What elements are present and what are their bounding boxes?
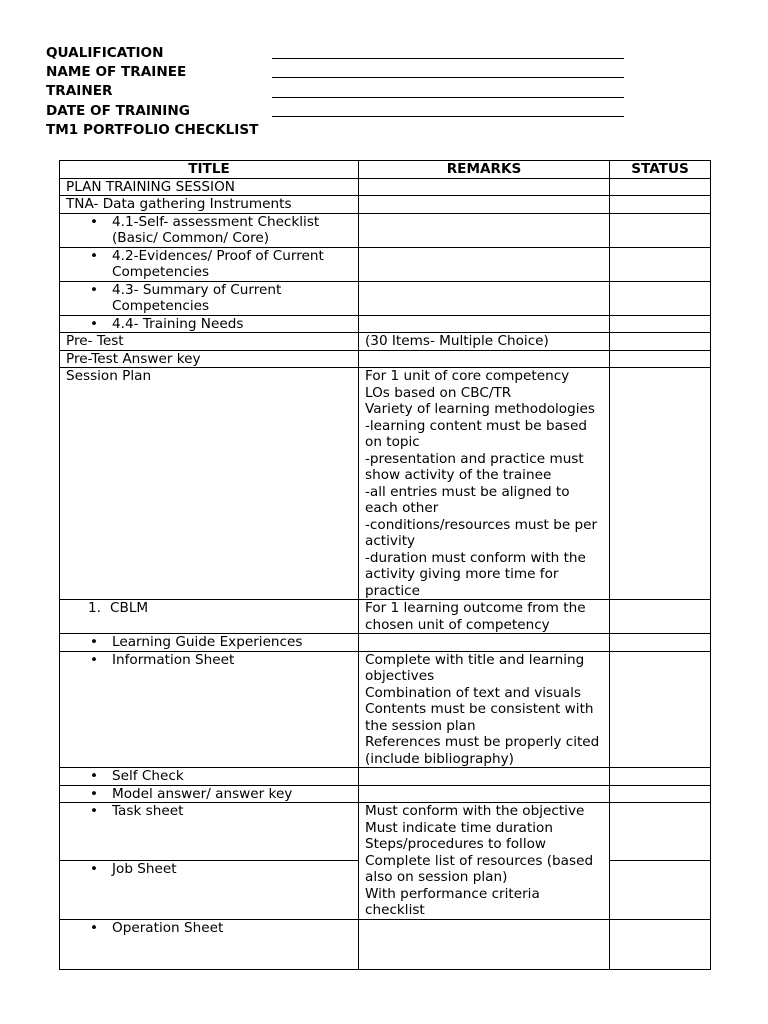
remark-line: Must conform with the objective xyxy=(365,803,585,819)
tna-title: TNA- Data gathering Instruments xyxy=(60,196,359,214)
remark-line: Contents must be consistent with the session plan xyxy=(365,701,594,734)
status-cell[interactable] xyxy=(610,600,711,634)
remark-line: Complete with title and learning objectives xyxy=(365,651,585,684)
remarks-cell xyxy=(359,281,610,315)
table-header-row xyxy=(60,161,711,179)
status-cell[interactable] xyxy=(610,196,711,214)
pre-test-remark: (30 Items- Multiple Choice) xyxy=(359,333,610,351)
remark-line: References must be properly cited (include bibliography) xyxy=(365,734,600,767)
trainee-info-header xyxy=(46,44,624,140)
tna-item-4-4: • 4.4- Training Needs xyxy=(60,315,359,333)
information-sheet-title: • Information Sheet xyxy=(60,651,359,768)
remarks-cell xyxy=(359,634,610,652)
remark-line: With performance criteria checklist xyxy=(365,885,540,918)
cblm-remark: For 1 learning outcome from the chosen unit of competency xyxy=(359,600,610,634)
remark-line: Variety of learning methodologies xyxy=(365,401,595,417)
status-cell[interactable] xyxy=(610,803,711,861)
trainee-name-label: NAME OF TRAINEE xyxy=(46,64,187,81)
checklist-title: TM1 PORTFOLIO CHECKLIST xyxy=(46,121,259,138)
date-row xyxy=(46,102,624,121)
remarks-cell xyxy=(359,315,610,333)
qualification-label: QUALIFICATION xyxy=(46,44,164,61)
remark-line: Must indicate time duration xyxy=(365,819,553,836)
status-cell[interactable] xyxy=(610,785,711,803)
date-blank[interactable] xyxy=(272,103,624,117)
portfolio-checklist-table xyxy=(59,160,711,970)
table-row xyxy=(60,247,711,281)
trainee-name-blank[interactable] xyxy=(272,64,624,78)
self-check-title: • Self Check xyxy=(60,768,359,786)
trainer-label: TRAINER xyxy=(46,83,113,100)
table-row xyxy=(60,768,711,786)
table-row xyxy=(60,803,711,861)
title-column-header: TITLE xyxy=(60,161,359,179)
table-row xyxy=(60,350,711,368)
remarks-column-header: REMARKS xyxy=(359,161,610,179)
table-row xyxy=(60,333,711,351)
table-row xyxy=(60,281,711,315)
status-cell[interactable] xyxy=(610,634,711,652)
pre-test-answer-key-title: Pre-Test Answer key xyxy=(60,350,359,368)
job-sheet-title: • Job Sheet xyxy=(60,861,359,919)
information-sheet-remarks xyxy=(359,651,610,768)
status-cell[interactable] xyxy=(610,368,711,600)
trainer-blank[interactable] xyxy=(272,84,624,98)
remark-line: -conditions/resources must be per activity xyxy=(365,516,598,549)
remark-line: Steps/procedures to follow xyxy=(365,836,547,852)
remarks-cell xyxy=(359,350,610,368)
table-row xyxy=(60,785,711,803)
status-cell[interactable] xyxy=(610,350,711,368)
session-plan-title: Session Plan xyxy=(60,368,359,600)
tna-item-4-2: • 4.2-Evidences/ Proof of Current Competencies xyxy=(60,247,359,281)
status-cell[interactable] xyxy=(610,651,711,768)
table-row xyxy=(60,178,711,196)
remark-line: -duration must conform with the activity giving more time for practice xyxy=(365,549,586,599)
status-cell[interactable] xyxy=(610,315,711,333)
plan-training-session-title: PLAN TRAINING SESSION xyxy=(60,178,359,196)
operation-sheet-title: • Operation Sheet xyxy=(60,919,359,969)
pre-test-title: Pre- Test xyxy=(60,333,359,351)
status-column-header: STATUS xyxy=(610,161,711,179)
cblm-number: 1. xyxy=(88,600,101,616)
remarks-cell xyxy=(359,213,610,247)
remarks-cell xyxy=(359,919,610,969)
table-row xyxy=(60,651,711,768)
cblm-label: CBLM xyxy=(110,600,149,616)
learning-guide-title: • Learning Guide Experiences xyxy=(60,634,359,652)
status-cell[interactable] xyxy=(610,247,711,281)
remarks-cell xyxy=(359,247,610,281)
remark-line: Complete list of resources (based also on session plan) xyxy=(365,852,594,885)
status-cell[interactable] xyxy=(610,333,711,351)
remark-line: -learning content must be based on topic xyxy=(365,417,587,450)
remark-line: LOs based on CBC/TR xyxy=(365,384,512,401)
model-answer-title: • Model answer/ answer key xyxy=(60,785,359,803)
table-row xyxy=(60,634,711,652)
table-row xyxy=(60,315,711,333)
qualification-blank[interactable] xyxy=(272,45,624,59)
remarks-cell xyxy=(359,785,610,803)
remarks-cell xyxy=(359,196,610,214)
status-cell[interactable] xyxy=(610,768,711,786)
session-plan-remarks xyxy=(359,368,610,600)
status-cell[interactable] xyxy=(610,213,711,247)
trainer-row xyxy=(46,82,624,101)
status-cell[interactable] xyxy=(610,861,711,919)
remarks-cell xyxy=(359,178,610,196)
status-cell[interactable] xyxy=(610,178,711,196)
status-cell[interactable] xyxy=(610,919,711,969)
date-label: DATE OF TRAINING xyxy=(46,102,190,119)
table-row xyxy=(60,196,711,214)
qualification-row xyxy=(46,44,624,63)
cblm-title xyxy=(60,600,359,634)
tna-item-4-1: • 4.1-Self- assessment Checklist (Basic/ Common/ Core) xyxy=(60,213,359,247)
task-job-sheet-remarks xyxy=(359,803,610,920)
trainee-name-row xyxy=(46,63,624,82)
table-row xyxy=(60,919,711,969)
remark-line: Combination of text and visuals xyxy=(365,684,581,701)
task-sheet-title: • Task sheet xyxy=(60,803,359,861)
remarks-cell xyxy=(359,768,610,786)
status-cell[interactable] xyxy=(610,281,711,315)
tna-item-4-3: • 4.3- Summary of Current Competencies xyxy=(60,281,359,315)
table-row xyxy=(60,213,711,247)
remark-line: For 1 unit of core competency xyxy=(365,368,570,384)
checklist-title-row xyxy=(46,121,624,140)
remark-line: -all entries must be aligned to each other xyxy=(365,483,570,516)
table-row xyxy=(60,600,711,634)
table-row xyxy=(60,368,711,600)
remark-line: -presentation and practice must show activity of the trainee xyxy=(365,450,584,483)
